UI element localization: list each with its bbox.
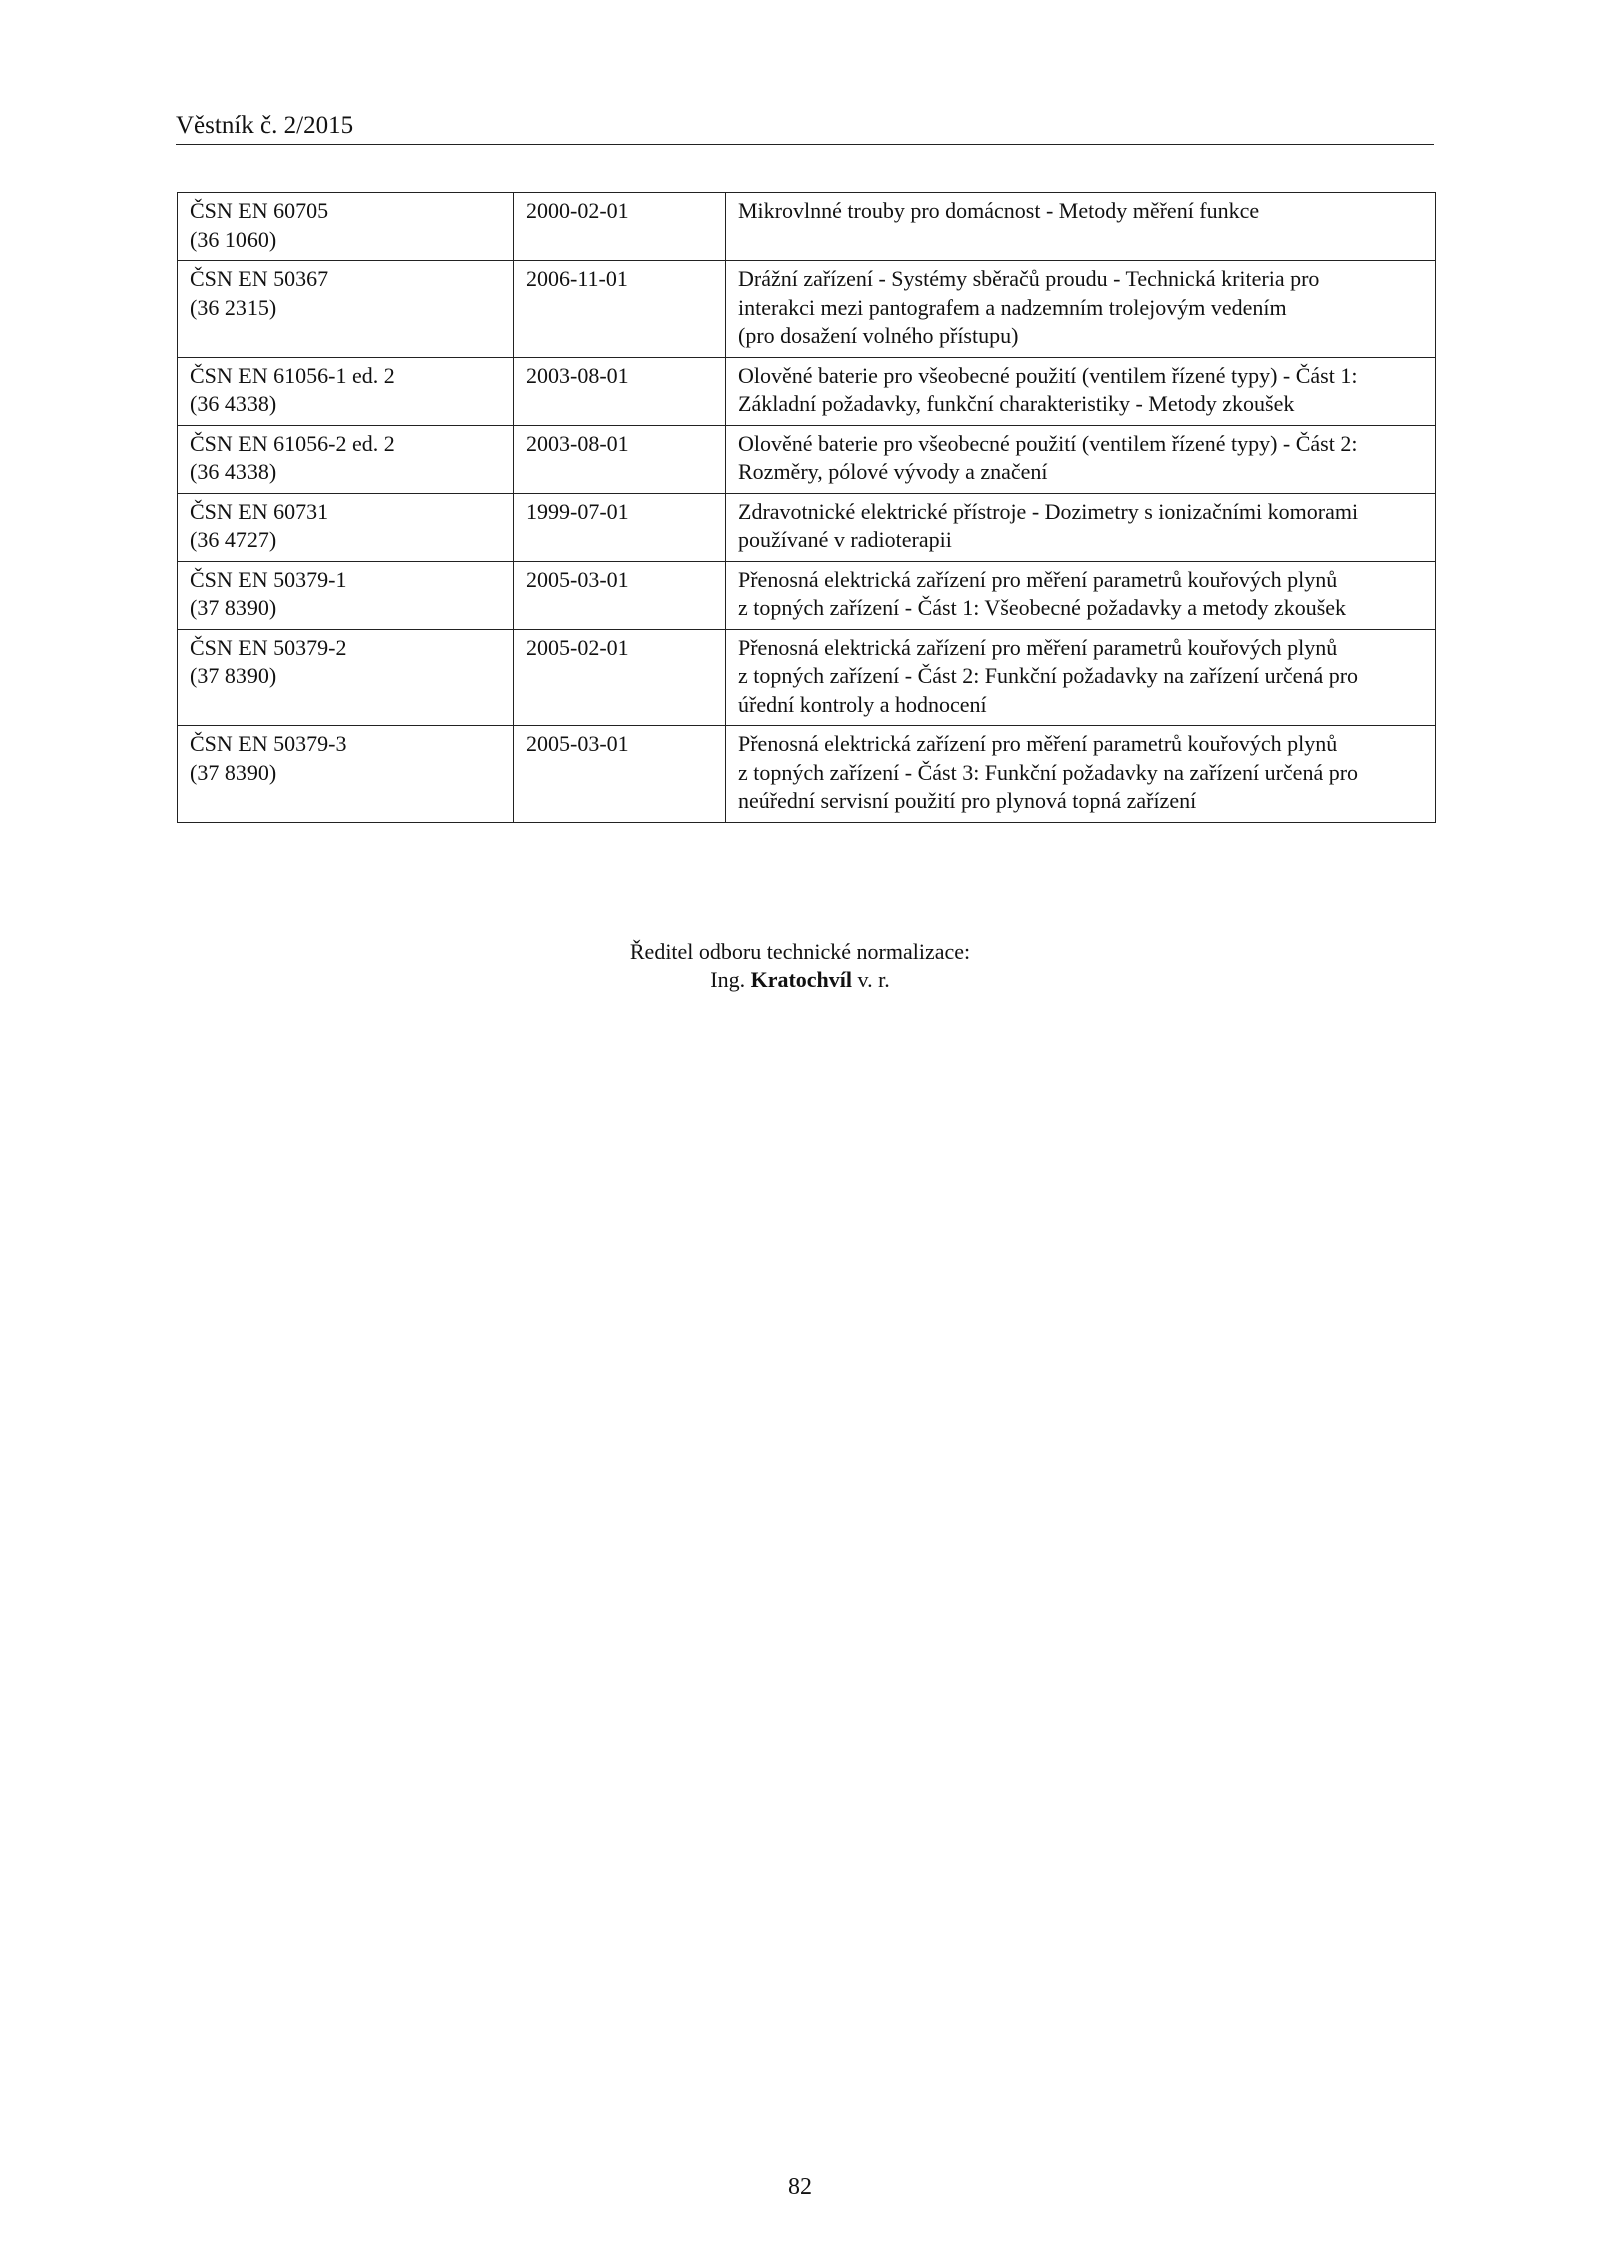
- standard-code-cell-line: (36 4338): [190, 459, 277, 484]
- standard-code-cell-line: ČSN EN 50379-2: [190, 634, 347, 660]
- effective-date: 2006-11-01: [526, 266, 628, 291]
- standard-code-cell-line: (36 2315): [190, 294, 277, 320]
- standard-code-cell: [178, 261, 514, 358]
- table-row: [178, 493, 1436, 561]
- standard-title-cell-line: Olověné baterie pro všeobecné použití (ventilem řízené typy) - Část 2:: [738, 430, 1358, 456]
- standard-code-cell-line: ČSN EN 50379-1: [190, 566, 347, 592]
- page-number: 82: [788, 2174, 812, 2200]
- standard-code-cell: [178, 629, 514, 726]
- standard-title-cell: [726, 629, 1436, 726]
- standard-title-cell-line: neúřední servisní použití pro plynová topná zařízení: [738, 788, 1197, 813]
- table-row: [178, 726, 1436, 823]
- standard-title-cell-line: Rozměry, pólové vývody a značení: [738, 459, 1048, 484]
- signature-name-line: [0, 966, 1600, 994]
- standard-code-cell-line: ČSN EN 50379-3: [190, 731, 347, 756]
- standard-title-cell-line: interakci mezi pantografem a nadzemním trolejovým vedením: [738, 294, 1287, 320]
- standard-title-cell-line: (pro dosažení volného přístupu): [738, 323, 1019, 348]
- standard-code-cell-line: (36 4727): [190, 527, 277, 552]
- table-row: [178, 261, 1436, 358]
- standard-title-cell-line: Základní požadavky, funkční charakteristiky - Metody zkoušek: [738, 391, 1295, 416]
- standard-code-cell-line: ČSN EN 60705: [190, 198, 329, 223]
- page-header: [176, 112, 1434, 145]
- standard-code-cell-line: (37 8390): [190, 595, 277, 620]
- standard-code-cell-line: (37 8390): [190, 663, 277, 688]
- journal-title: Věstník č. 2/2015: [176, 112, 354, 139]
- standard-code-cell: [178, 425, 514, 493]
- standard-code-cell-line: ČSN EN 61056-1 ed. 2: [190, 362, 395, 388]
- standard-code-cell-line: (36 4338): [190, 391, 277, 416]
- standard-title-cell-line: z topných zařízení - Část 1: Všeobecné požadavky a metody zkoušek: [738, 595, 1347, 620]
- effective-date-cell: [514, 193, 726, 261]
- standard-title-cell-line: Olověné baterie pro všeobecné použití (ventilem řízené typy) - Část 1:: [738, 362, 1358, 388]
- effective-date: 2003-08-01: [526, 430, 629, 456]
- standard-title-cell-line: Přenosná elektrická zařízení pro měření parametrů kouřových plynů: [738, 731, 1338, 756]
- standards-table: [177, 192, 1436, 823]
- effective-date-cell: [514, 261, 726, 358]
- standard-code-cell-line: (36 1060): [190, 226, 277, 252]
- standard-code-cell-line: ČSN EN 60731: [190, 498, 329, 524]
- effective-date: 2003-08-01: [526, 362, 629, 388]
- standard-title-cell: [726, 561, 1436, 629]
- signature-prefix: Ing.: [710, 967, 746, 992]
- standard-title-cell: [726, 425, 1436, 493]
- effective-date-cell: [514, 561, 726, 629]
- standard-title-cell-line: Drážní zařízení - Systémy sběračů proudu - Technická kriteria pro: [738, 266, 1320, 291]
- standard-code-cell: [178, 726, 514, 823]
- standard-title-cell: [726, 193, 1436, 261]
- standard-code-cell: [178, 357, 514, 425]
- effective-date: 2000-02-01: [526, 198, 629, 223]
- standard-code-cell-line: ČSN EN 50367: [190, 266, 329, 291]
- table-row: [178, 357, 1436, 425]
- standard-title-cell-line: Přenosná elektrická zařízení pro měření parametrů kouřových plynů: [738, 634, 1338, 660]
- effective-date-cell: [514, 357, 726, 425]
- standard-title-cell: [726, 357, 1436, 425]
- signature-title: Ředitel odboru technické normalizace:: [629, 939, 971, 964]
- standard-code-cell: [178, 561, 514, 629]
- effective-date-cell: [514, 726, 726, 823]
- standard-code-cell: [178, 193, 514, 261]
- signature-suffix: v. r.: [857, 967, 890, 992]
- standard-title-cell-line: úřední kontroly a hodnocení: [738, 691, 987, 717]
- standard-title-cell-line: Přenosná elektrická zařízení pro měření parametrů kouřových plynů: [738, 566, 1338, 592]
- standard-title-cell-line: Zdravotnické elektrické přístroje - Dozimetry s ionizačními komorami: [738, 498, 1359, 524]
- standard-title-cell-line: z topných zařízení - Část 2: Funkční požadavky na zařízení určená pro: [738, 663, 1359, 688]
- effective-date-cell: [514, 629, 726, 726]
- effective-date: 2005-03-01: [526, 566, 629, 592]
- table-row: [178, 425, 1436, 493]
- standard-title-cell: [726, 493, 1436, 561]
- standard-code-cell: [178, 493, 514, 561]
- standard-title-cell-line: z topných zařízení - Část 3: Funkční požadavky na zařízení určená pro: [738, 759, 1359, 785]
- effective-date: 2005-02-01: [526, 634, 629, 660]
- effective-date: 2005-03-01: [526, 731, 629, 756]
- table-row: [178, 193, 1436, 261]
- standard-title-cell-line: používané v radioterapii: [738, 527, 952, 552]
- standard-code-cell-line: (37 8390): [190, 759, 277, 785]
- standard-title-cell-line: Mikrovlnné trouby pro domácnost - Metody měření funkce: [738, 198, 1260, 223]
- standard-code-cell-line: ČSN EN 61056-2 ed. 2: [190, 430, 395, 456]
- effective-date: 1999-07-01: [526, 498, 629, 524]
- signature-name: Kratochvíl: [750, 967, 853, 992]
- standard-title-cell: [726, 726, 1436, 823]
- table-row: [178, 561, 1436, 629]
- effective-date-cell: [514, 425, 726, 493]
- table-row: [178, 629, 1436, 726]
- table-body: [178, 193, 1436, 823]
- standard-title-cell: [726, 261, 1436, 358]
- effective-date-cell: [514, 493, 726, 561]
